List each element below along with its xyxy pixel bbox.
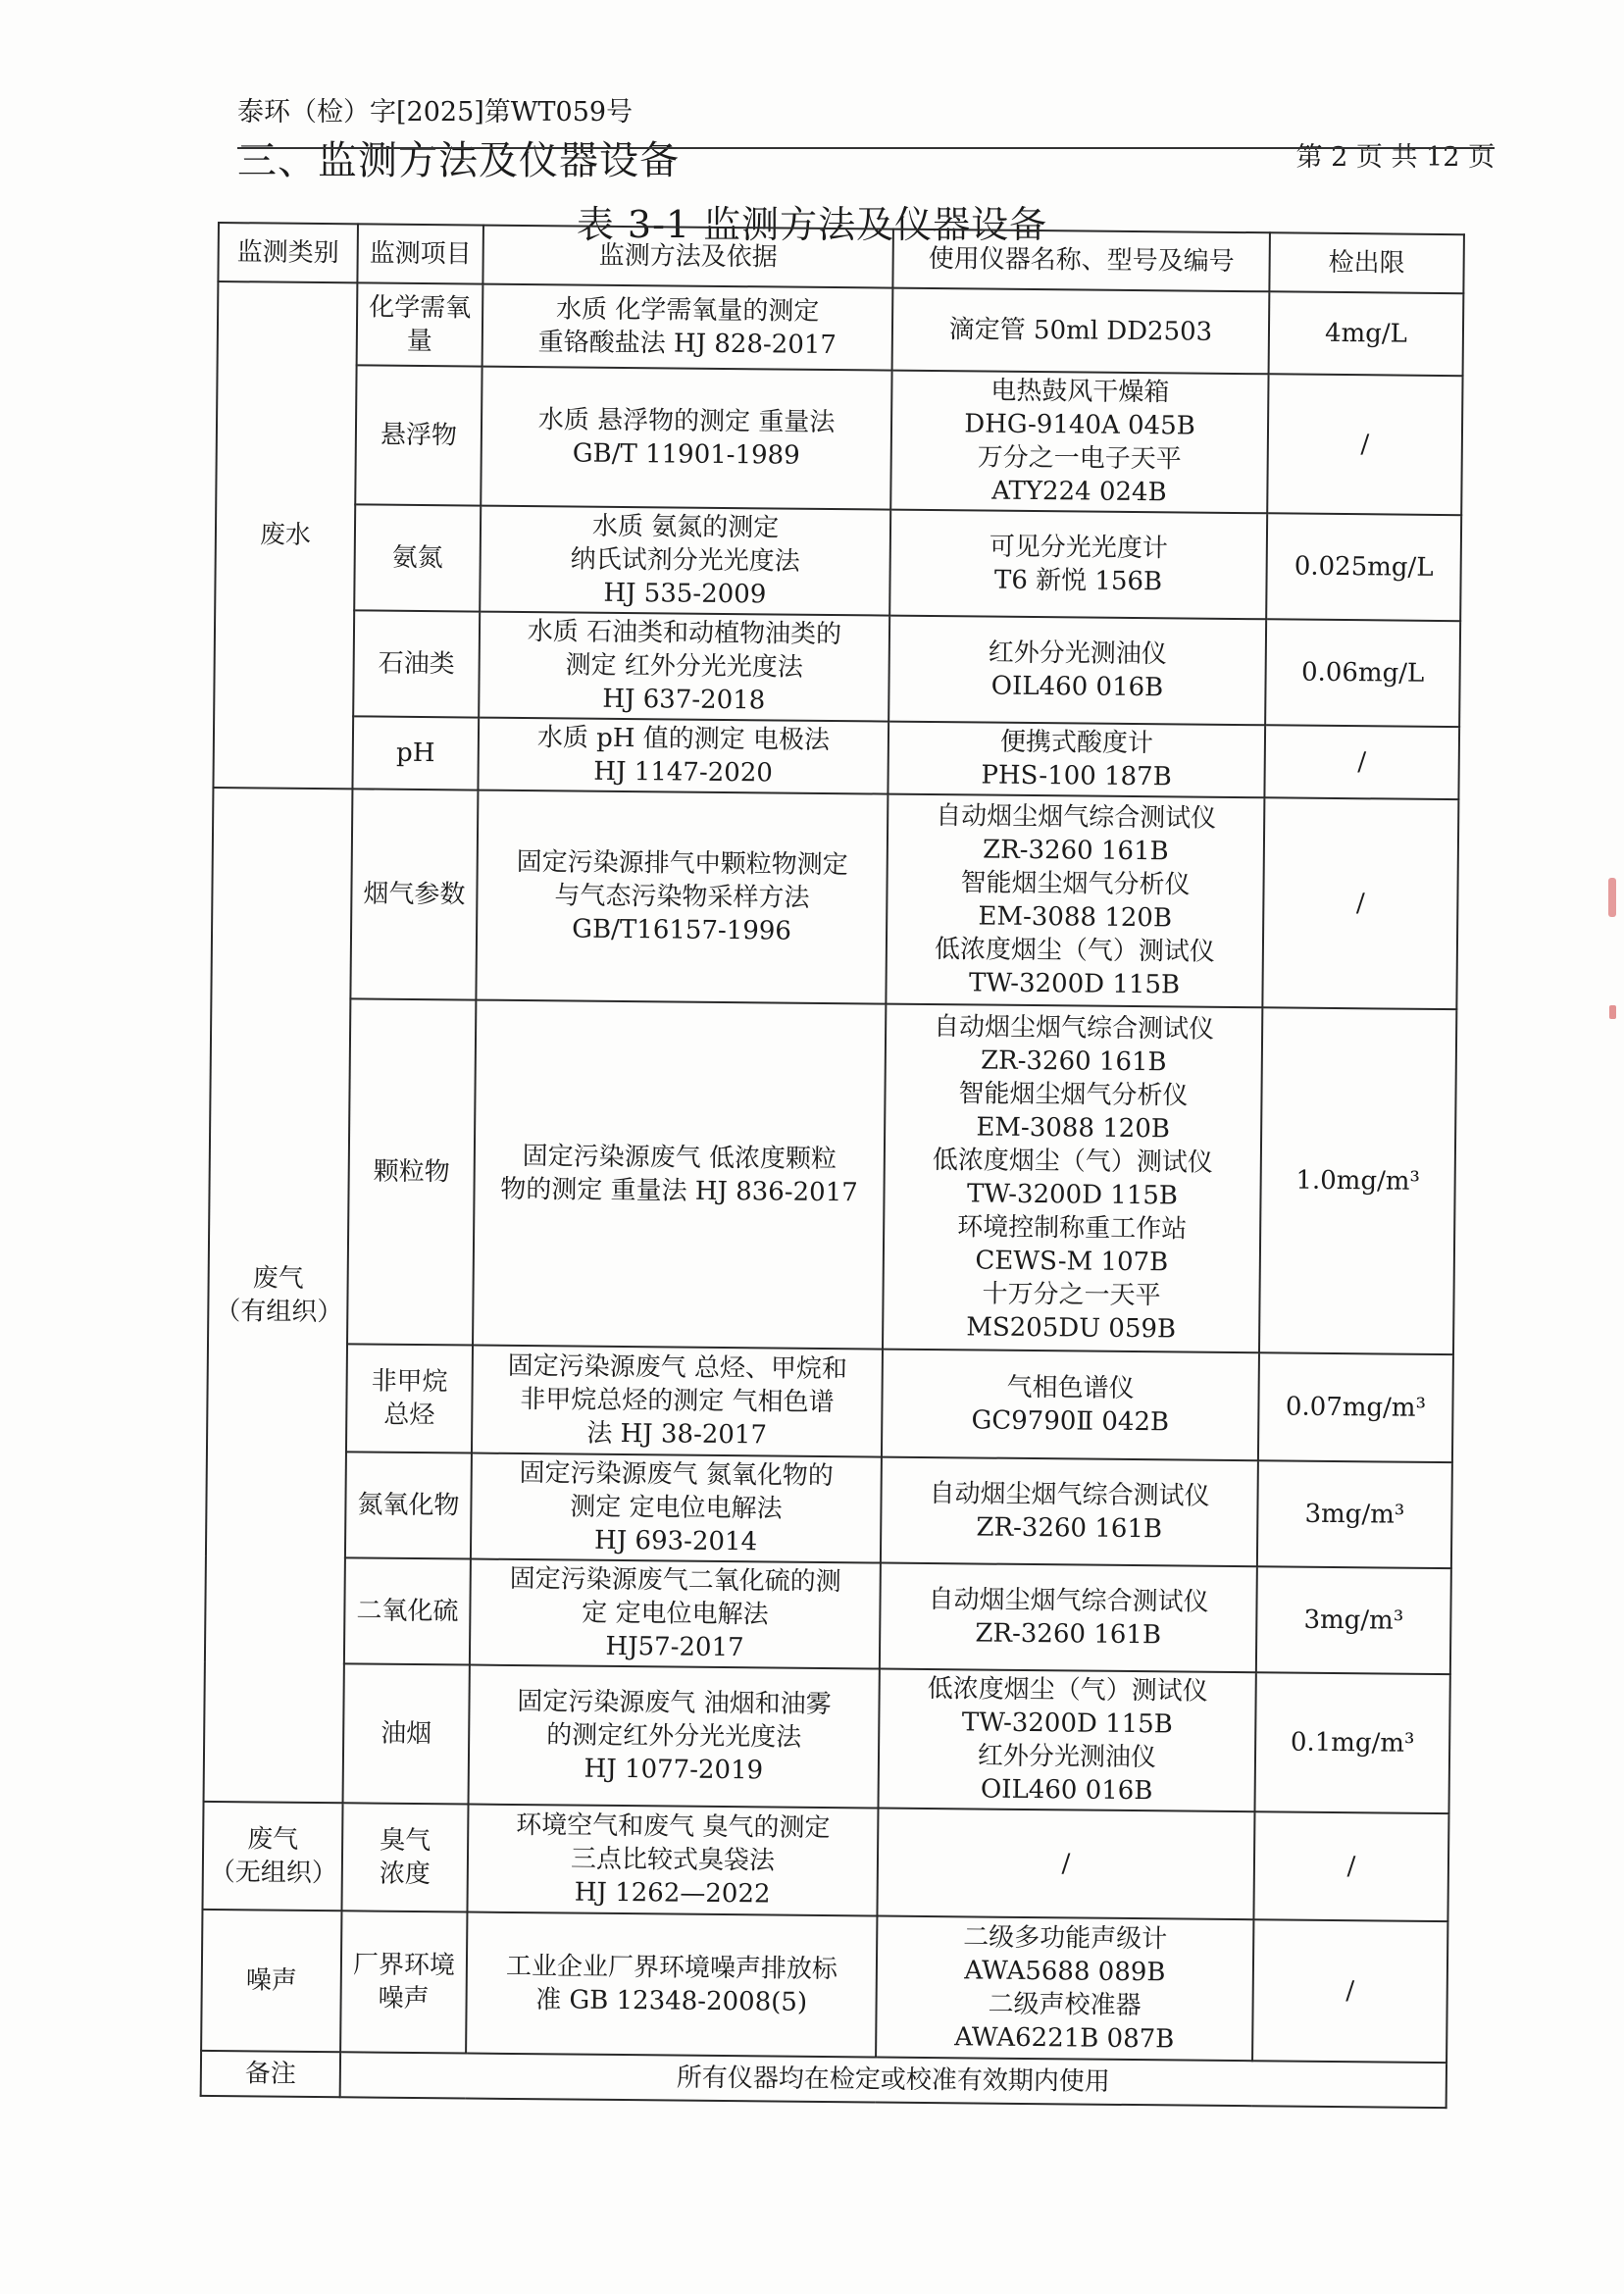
item-cell: 油烟 bbox=[343, 1663, 470, 1804]
col-header-item: 监测项目 bbox=[357, 224, 483, 283]
header-rule bbox=[237, 147, 1495, 149]
instrument-cell: 低浓度烟尘（气）测试仪 TW-3200D 115B 红外分光测油仪 OIL460 016B bbox=[879, 1669, 1256, 1812]
item-cell: pH bbox=[352, 716, 479, 790]
table-row bbox=[207, 1343, 1453, 1462]
limit-cell: 0.1mg/m³ bbox=[1254, 1672, 1449, 1813]
limit-cell: 0.06mg/L bbox=[1265, 619, 1460, 727]
method-cell: 水质 悬浮物的测定 重量法 GB/T 11901-1989 bbox=[481, 367, 891, 510]
instrument-cell: 气相色谱仪 GC9790Ⅱ 042B bbox=[882, 1350, 1259, 1461]
limit-cell: 0.07mg/m³ bbox=[1258, 1352, 1453, 1462]
instrument-cell: 可见分光光度计 T6 新悦 156B bbox=[889, 510, 1267, 620]
limit-cell: 1.0mg/m³ bbox=[1259, 1007, 1456, 1354]
table-row bbox=[215, 503, 1461, 621]
col-header-limit: 检出限 bbox=[1269, 232, 1464, 293]
table-row bbox=[201, 1910, 1447, 2063]
method-cell: 水质 化学需氧量的测定 重铬酸盐法 HJ 828-2017 bbox=[482, 284, 893, 371]
instrument-cell: 自动烟尘烟气综合测试仪 ZR-3260 161B 智能烟尘烟气分析仪 EM-3088 120B 低浓度烟尘（气）测试仪 TW-3200D 115B bbox=[886, 794, 1264, 1008]
instrument-cell: 二级多功能声级计 AWA5688 089B 二级声校准器 AWA6221B 087B bbox=[876, 1916, 1253, 2062]
table-row bbox=[206, 1451, 1452, 1568]
limit-cell: 4mg/L bbox=[1269, 291, 1464, 376]
page-number: 第 2 页 共 12 页 bbox=[1295, 142, 1495, 173]
col-header-category: 监测类别 bbox=[218, 223, 358, 282]
method-cell: 固定污染源废气 总烃、甲烷和 非甲烷总烃的测定 气相色谱 法 HJ 38-2017 bbox=[472, 1346, 883, 1457]
limit-cell: 3mg/m³ bbox=[1256, 1566, 1451, 1674]
method-cell: 固定污染源废气 低浓度颗粒 物的测定 重量法 HJ 836-2017 bbox=[473, 1000, 886, 1350]
method-cell: 固定污染源废气 氮氧化物的 测定 定电位电解法 HJ 693-2014 bbox=[471, 1453, 882, 1563]
method-cell: 水质 pH 值的测定 电极法 HJ 1147-2020 bbox=[478, 718, 888, 794]
instrument-cell: 便携式酸度计 PHS-100 187B bbox=[888, 722, 1265, 798]
item-cell: 厂界环境 噪声 bbox=[340, 1911, 467, 2053]
remark-label: 备注 bbox=[201, 2051, 340, 2097]
table-caption: 表 3-1 监测方法及仪器设备 bbox=[576, 203, 1048, 246]
limit-cell: / bbox=[1252, 1919, 1447, 2063]
method-cell: 工业企业厂界环境噪声排放标 准 GB 12348-2008(5) bbox=[466, 1912, 877, 2058]
item-cell: 臭气 浓度 bbox=[341, 1803, 468, 1912]
method-cell: 固定污染源废气 油烟和油雾 的测定红外分光光度法 HJ 1077-2019 bbox=[469, 1665, 880, 1809]
item-cell: 非甲烷 总烃 bbox=[346, 1344, 473, 1453]
limit-cell: 0.025mg/L bbox=[1266, 513, 1461, 621]
document-number: 泰环（检）字[2025]第WT059号 bbox=[237, 97, 634, 127]
limit-cell: / bbox=[1264, 725, 1459, 799]
method-cell: 环境空气和废气 臭气的测定 三点比较式臭袋法 HJ 1262—2022 bbox=[467, 1805, 878, 1916]
category-cell: 废气 （有组织） bbox=[204, 788, 353, 1803]
red-seal-edge-mark bbox=[1609, 1005, 1616, 1019]
limit-cell: / bbox=[1267, 374, 1462, 515]
item-cell: 化学需氧 量 bbox=[357, 282, 483, 366]
method-cell: 固定污染源排气中颗粒物测定 与气态污染物采样方法 GB/T16157-1996 bbox=[476, 790, 888, 1004]
instrument-cell: 红外分光测油仪 OIL460 016B bbox=[888, 616, 1266, 726]
methods-table bbox=[200, 222, 1465, 2109]
section-title: 三、监测方法及仪器设备 bbox=[237, 138, 680, 183]
instrument-cell: / bbox=[877, 1809, 1254, 1920]
item-cell: 颗粒物 bbox=[347, 998, 476, 1345]
limit-cell: / bbox=[1262, 797, 1458, 1009]
table-row bbox=[216, 364, 1462, 515]
instrument-cell: 自动烟尘烟气综合测试仪 ZR-3260 161B bbox=[881, 1457, 1258, 1567]
item-cell: 悬浮物 bbox=[355, 365, 482, 505]
table-row bbox=[205, 1556, 1451, 1674]
item-cell: 烟气参数 bbox=[350, 789, 478, 999]
table-row bbox=[202, 1802, 1448, 1921]
method-cell: 固定污染源废气二氧化硫的测 定 定电位电解法 HJ57-2017 bbox=[470, 1559, 881, 1669]
item-cell: 石油类 bbox=[353, 610, 480, 717]
instrument-cell: 滴定管 50ml DD2503 bbox=[892, 288, 1270, 375]
instrument-cell: 自动烟尘烟气综合测试仪 ZR-3260 161B 智能烟尘烟气分析仪 EM-3088 120B 低浓度烟尘（气）测试仪 TW-3200D 115B 环境控制称重工作站 CEWS-M 107B 十万分之一天平 MS205DU 059B bbox=[883, 1004, 1262, 1353]
item-cell: 二氧化硫 bbox=[344, 1557, 471, 1664]
method-cell: 水质 氨氮的测定 纳氏试剂分光光度法 HJ 535-2009 bbox=[480, 506, 890, 616]
remark-text: 所有仪器均在检定或校准有效期内使用 bbox=[340, 2052, 1446, 2108]
table-row bbox=[211, 788, 1458, 1009]
table-row bbox=[204, 1662, 1450, 1813]
col-header-method: 监测方法及依据 bbox=[482, 226, 893, 288]
table-row bbox=[208, 997, 1456, 1354]
table-row bbox=[214, 609, 1460, 727]
table-row bbox=[213, 715, 1459, 799]
red-seal-edge-mark bbox=[1608, 878, 1616, 917]
limit-cell: / bbox=[1253, 1811, 1448, 1921]
table-row bbox=[218, 281, 1464, 376]
category-cell: 废气 （无组织） bbox=[202, 1802, 342, 1911]
limit-cell: 3mg/m³ bbox=[1257, 1460, 1452, 1568]
item-cell: 氮氧化物 bbox=[345, 1452, 472, 1558]
item-cell: 氨氮 bbox=[354, 504, 481, 611]
category-cell: 噪声 bbox=[201, 1910, 341, 2052]
col-header-instrument: 使用仪器名称、型号及编号 bbox=[892, 229, 1270, 292]
instrument-cell: 电热鼓风干燥箱 DHG-9140A 045B 万分之一电子天平 ATY224 024B bbox=[890, 371, 1268, 514]
instrument-cell: 自动烟尘烟气综合测试仪 ZR-3260 161B bbox=[880, 1563, 1257, 1673]
category-cell: 废水 bbox=[213, 281, 357, 789]
method-cell: 水质 石油类和动植物油类的 测定 红外分光光度法 HJ 637-2018 bbox=[479, 612, 889, 722]
